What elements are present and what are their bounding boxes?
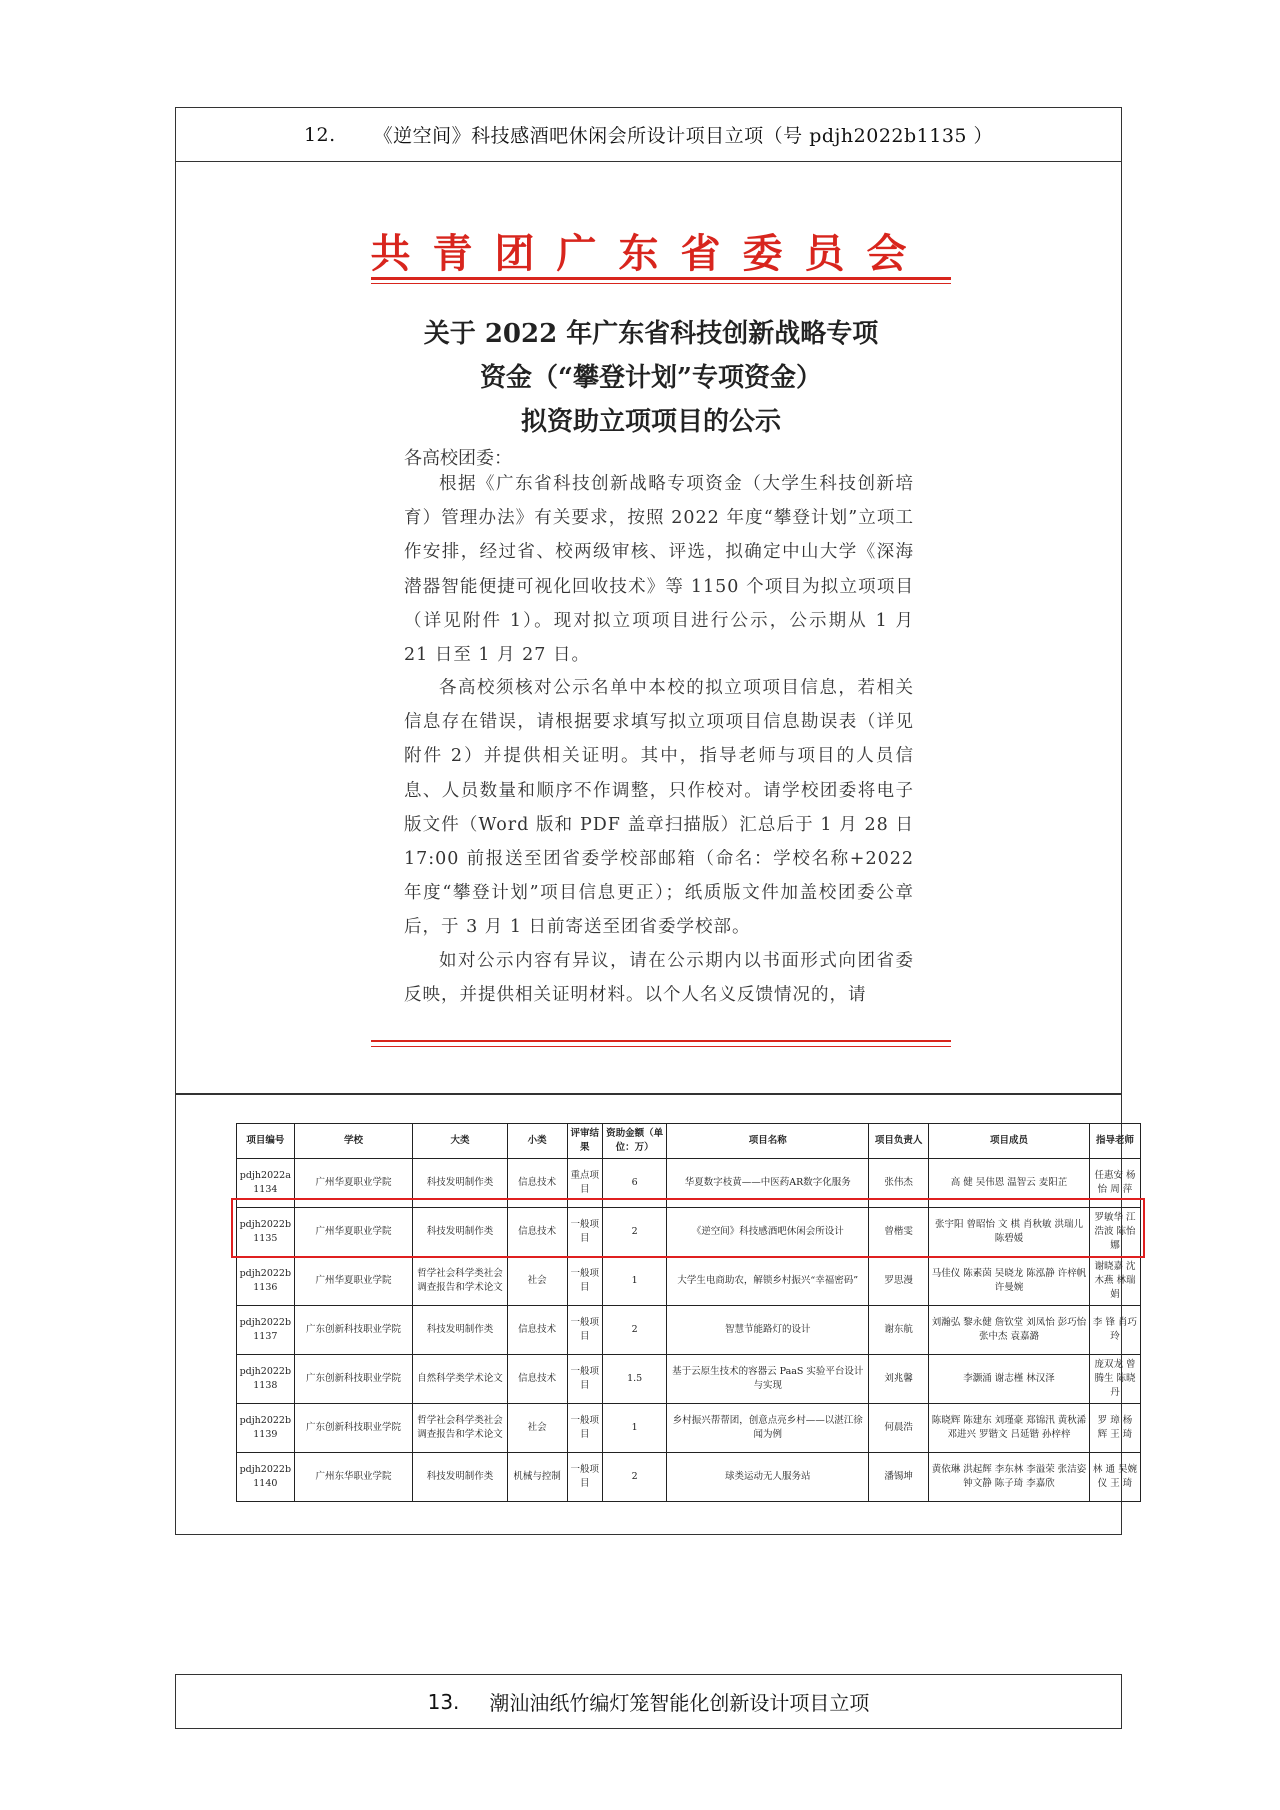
cell-advisors: 庞双龙 曾腾生 陈晓丹 [1089,1355,1140,1404]
letterhead-red-line-thin [371,283,951,284]
cell-members: 马佳仪 陈素茵 吴晓龙 陈泓静 许梓帆 许曼婉 [929,1257,1090,1306]
section-12-title: 《逆空间》科技感酒吧休闲会所设计项目立项（号 pdjh2022b1135 ） [373,125,994,147]
header-school: 学校 [294,1124,413,1159]
section-12-header [176,108,1121,162]
cell-advisors: 林 通 吴婉仪 王 琦 [1089,1453,1140,1502]
cell-school: 广东创新科技职业学院 [294,1306,413,1355]
table-row [237,1257,1141,1306]
cell-project-name: 球类运动无人服务站 [667,1453,869,1502]
cell-category: 哲学社会科学类社会调查报告和学术论文 [413,1257,507,1306]
cell-id: pdjh2022b1140 [237,1453,295,1502]
header-members: 项目成员 [929,1124,1090,1159]
header-project-name: 项目名称 [667,1124,869,1159]
cell-result: 一般项目 [567,1208,602,1257]
cell-school: 广州华夏职业学院 [294,1208,413,1257]
cell-leader: 潘锡坤 [869,1453,929,1502]
cell-advisors: 任惠安 杨 怡 周 萍 [1089,1159,1140,1208]
cell-school: 广东创新科技职业学院 [294,1355,413,1404]
cell-advisors: 罗敏华 江浩波 陈怡娜 [1089,1208,1140,1257]
notice-paragraph-2: 各高校须核对公示名单中本校的拟立项项目信息，若相关信息存在错误，请根据要求填写拟立项项目信息勘误表（详见附件 2）并提供相关证明。其中，指导老师与项目的人员信息、人员数量和顺序不作调整，只作校对。请学校团委将电子版文件（Word 版和 PDF 盖章扫描版）汇总后于 1 月 28 日 17:00 前报送至团省委学校部邮箱（命名：学校名称+2022 年度“攀登计划”项目信息更正）；纸质版文件加盖校团委公章后，于 3 月 1 日前寄送至团省委学校部。 [404,678,914,938]
cell-leader: 谢东航 [869,1306,929,1355]
cell-project-name: 大学生电商助农，解锁乡村振兴“幸福密码” [667,1257,869,1306]
table-row [237,1404,1141,1453]
cell-amount: 6 [603,1159,667,1208]
cell-id: pdjh2022b1139 [237,1404,295,1453]
cell-school: 广州东华职业学院 [294,1453,413,1502]
cell-subcategory: 信息技术 [507,1208,567,1257]
cell-amount: 2 [603,1306,667,1355]
notice-salutation: 各高校团委： [404,448,512,469]
project-table-area [176,1095,1137,1535]
cell-advisors: 罗 璋 杨 辉 王 琦 [1089,1404,1140,1453]
header-id: 项目编号 [237,1124,295,1159]
cell-id: pdjh2022b1137 [237,1306,295,1355]
header-amount: 资助金额（单位：万） [603,1124,667,1159]
cell-category: 科技发明制作类 [413,1159,507,1208]
section-13-title: 潮汕油纸竹编灯笼智能化创新设计项目立项 [489,1691,870,1715]
cell-school: 广州华夏职业学院 [294,1159,413,1208]
cell-id: pdjh2022a1134 [237,1159,295,1208]
cell-subcategory: 机械与控制 [507,1453,567,1502]
notice-title-line-3: 拟资助立项项目的公示 [520,407,781,437]
cell-school: 广东创新科技职业学院 [294,1404,413,1453]
cell-leader: 曾楷雯 [869,1208,929,1257]
table-row [237,1453,1141,1502]
section-13-header [176,1675,1121,1728]
cell-project-name: 《逆空间》科技感酒吧休闲会所设计 [667,1208,869,1257]
cell-result: 一般项目 [567,1453,602,1502]
cell-advisors: 李 锋 肖巧玲 [1089,1306,1140,1355]
table-row [237,1355,1141,1404]
cell-leader: 刘兆馨 [869,1355,929,1404]
cell-subcategory: 信息技术 [507,1306,567,1355]
cell-project-name: 智慧节能路灯的设计 [667,1306,869,1355]
cell-members: 李灏涌 谢志槿 林汉泽 [929,1355,1090,1404]
cell-result: 一般项目 [567,1355,602,1404]
header-category: 大类 [413,1124,507,1159]
table-header-row [237,1124,1141,1159]
cell-id: pdjh2022b1136 [237,1257,295,1306]
header-result: 评审结果 [567,1124,602,1159]
cell-leader: 罗思漫 [869,1257,929,1306]
highlight-box [231,1198,1145,1258]
notice-bottom-red-line-thin [371,1046,951,1047]
cell-members: 陈晓辉 陈建东 刘瑾豪 郑锦汛 黄秋浠 邓进兴 罗锴文 吕延锴 孙梓梓 [929,1404,1090,1453]
cell-result: 一般项目 [567,1404,602,1453]
notice-paragraph-1: 根据《广东省科技创新战略专项资金（大学生科技创新培育）管理办法》有关要求，按照 2022 年度“攀登计划”立项工作安排，经过省、校两级审核、评选，拟确定中山大学《深海潜器智能便捷可视化回收技术》等 1150 个项目为拟立项项目（详见附件 1）。现对拟立项项目进行公示，公示期从 1 月 21 日至 1 月 27 日。 [404,474,914,666]
cell-leader: 何晨浩 [869,1404,929,1453]
header-subcategory: 小类 [507,1124,567,1159]
notice-title-line-2: 资金（“攀登计划”专项资金） [480,363,822,393]
cell-id: pdjh2022b1138 [237,1355,295,1404]
notice-bottom-red-line [371,1040,951,1042]
cell-category: 科技发明制作类 [413,1208,507,1257]
cell-amount: 1 [603,1404,667,1453]
cell-members: 高 健 吴伟恩 温智云 麦阳芷 [929,1159,1090,1208]
cell-result: 重点项目 [567,1159,602,1208]
section-13-box [175,1674,1122,1729]
cell-project-name: 乡村振兴帮帮团，创意点亮乡村——以湛江徐闻为例 [667,1404,869,1453]
cell-subcategory: 信息技术 [507,1355,567,1404]
header-leader: 项目负责人 [869,1124,929,1159]
cell-subcategory: 信息技术 [507,1159,567,1208]
cell-members: 刘瀚弘 黎永健 詹钦堂 刘凤怡 彭巧怡 张中杰 袁嘉潞 [929,1306,1090,1355]
section-12-number: 12. [303,123,336,146]
cell-subcategory: 社会 [507,1257,567,1306]
cell-leader: 张伟杰 [869,1159,929,1208]
notice-letterhead: 共青团广东省委员会 [370,230,929,277]
cell-category: 科技发明制作类 [413,1306,507,1355]
header-advisors: 指导老师 [1089,1124,1140,1159]
section-13-number: 13. [427,1689,460,1714]
cell-subcategory: 社会 [507,1404,567,1453]
table-row [237,1306,1141,1355]
cell-members: 张宇阳 曾昭怡 文 棋 肖秋敏 洪瑞儿 陈碧媛 [929,1208,1090,1257]
cell-amount: 2 [603,1453,667,1502]
cell-school: 广州华夏职业学院 [294,1257,413,1306]
cell-amount: 2 [603,1208,667,1257]
cell-advisors: 谢晓嘉 沈木燕 林瑞娟 [1089,1257,1140,1306]
notice-title-line-1: 关于 2022 年广东省科技创新战略专项 [423,319,879,349]
cell-category: 科技发明制作类 [413,1453,507,1502]
cell-category: 哲学社会科学类社会调查报告和学术论文 [413,1404,507,1453]
notice-paragraph-3: 如对公示内容有异议，请在公示期内以书面形式向团省委反映，并提供相关证明材料。以个人名义反馈情况的，请 [404,951,914,1006]
cell-result: 一般项目 [567,1306,602,1355]
cell-project-name: 基于云原生技术的容器云 PaaS 实验平台设计与实现 [667,1355,869,1404]
cell-amount: 1 [603,1257,667,1306]
cell-result: 一般项目 [567,1257,602,1306]
cell-category: 自然科学类学术论文 [413,1355,507,1404]
cell-amount: 1.5 [603,1355,667,1404]
letterhead-red-line [371,277,951,280]
section-12-box [175,107,1137,1535]
cell-project-name: 华夏数字枝黄——中医药AR数字化服务 [667,1159,869,1208]
notice-scan [176,162,1121,1092]
cell-members: 黄依琳 洪起辉 李东林 李溢荣 张洁姿 钟文静 陈子琦 李嘉欣 [929,1453,1090,1502]
cell-id: pdjh2022b1135 [237,1208,295,1257]
project-table [236,1123,1141,1502]
notice-title [311,312,991,444]
